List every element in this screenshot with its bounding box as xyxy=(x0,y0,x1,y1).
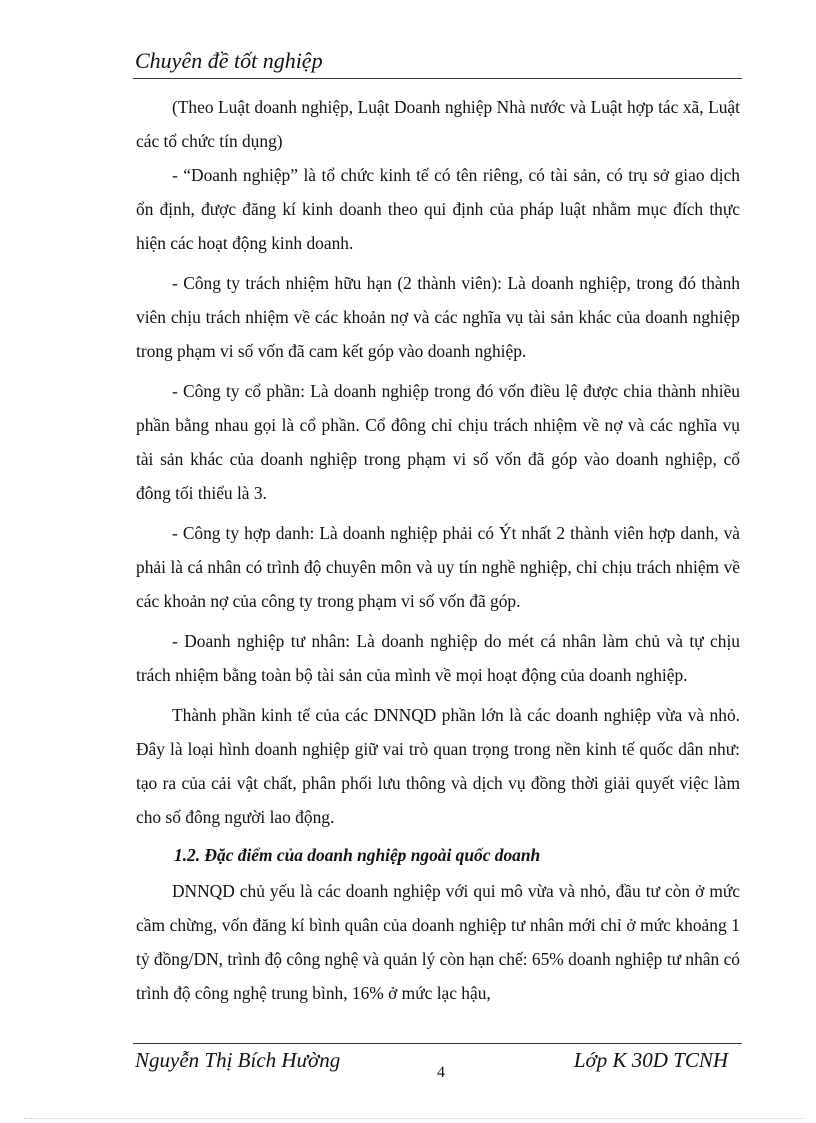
paragraph-characteristics: DNNQD chủ yếu là các doanh nghiệp với qui mô vừa và nhỏ, đầu tư còn ở mức cầm chừng, vốn đăng kí bình quân của doanh nghiệp tư nhân mới chỉ ở mức khoảng 1 tỷ đồng/DN, trình độ công nghệ và quản lý còn hạn chế: 65% doanh nghiệp tư nhân có trình độ công nghệ trung bình, 16% ở mức lạc hậu, xyxy=(136,881,740,1003)
class-code: Lớp K 30D TCNH xyxy=(573,1048,728,1072)
page-edge-divider xyxy=(24,1118,804,1119)
paragraph-law-reference: (Theo Luật doanh nghiệp, Luật Doanh nghiệp Nhà nước và Luật hợp tác xã, Luật các tổ chức tín dụng) xyxy=(136,97,740,151)
paragraph-limited-liability-company: - Công ty trách nhiệm hữu hạn (2 thành viên): Là doanh nghiệp, trong đó thành viên chịu trách nhiệm về các khoản nợ và các nghĩa vụ tài sản khác của doanh nghiệp trong phạm vi số vốn đã cam kết góp vào doanh nghiệp. xyxy=(136,273,740,361)
paragraph-joint-stock-company: - Công ty cổ phần: Là doanh nghiệp trong đó vốn điều lệ được chia thành nhiều phần bằng nhau gọi là cổ phần. Cổ đông chỉ chịu trách nhiệm về nợ và các nghĩa vụ tài sản khác của doanh nghiệp trong phạm vi số vốn đã góp vào doanh nghiệp, cổ đông tối thiểu là 3. xyxy=(136,381,740,503)
page-header xyxy=(133,46,742,79)
paragraph-sme-role: Thành phần kinh tế của các DNNQD phần lớn là các doanh nghiệp vừa và nhỏ. Đây là loại hình doanh nghiệp giữ vai trò quan trọng trong nền kinh tế quốc dân như: tạo ra của cải vật chất, phân phối lưu thông và dịch vụ đồng thời giải quyết việc làm cho số đông người lao động. xyxy=(136,705,740,827)
document-title: Chuyên đề tốt nghiệp xyxy=(135,48,323,73)
paragraph-partnership-company: - Công ty hợp danh: Là doanh nghiệp phải có Ýt nhất 2 thành viên hợp danh, và phải là cá nhân có trình độ chuyên môn và uy tín nghề nghiệp, chỉ chịu trách nhiệm về các khoản nợ của công ty trong phạm vi số vốn đã góp. xyxy=(136,523,740,611)
author-name: Nguyễn Thị Bích Hường xyxy=(135,1048,341,1072)
paragraph-enterprise-definition: - “Doanh nghiệp” là tổ chức kinh tế có tên riêng, có tài sản, có trụ sở giao dịch ổn định, được đăng kí kinh doanh theo qui định của pháp luật nhằm mục đích thực hiện các hoạt động kinh doanh. xyxy=(136,165,740,253)
document-body xyxy=(136,90,740,1010)
paragraph-private-enterprise: - Doanh nghiệp tư nhân: Là doanh nghiệp do mét cá nhân làm chủ và tự chịu trách nhiệm bằng toàn bộ tài sản của mình về mọi hoạt động của doanh nghiệp. xyxy=(136,631,740,685)
page-footer xyxy=(133,1043,742,1086)
section-heading: 1.2. Đặc điểm của doanh nghiệp ngoài quốc doanh xyxy=(174,845,541,865)
page-number: 4 xyxy=(437,1064,445,1081)
